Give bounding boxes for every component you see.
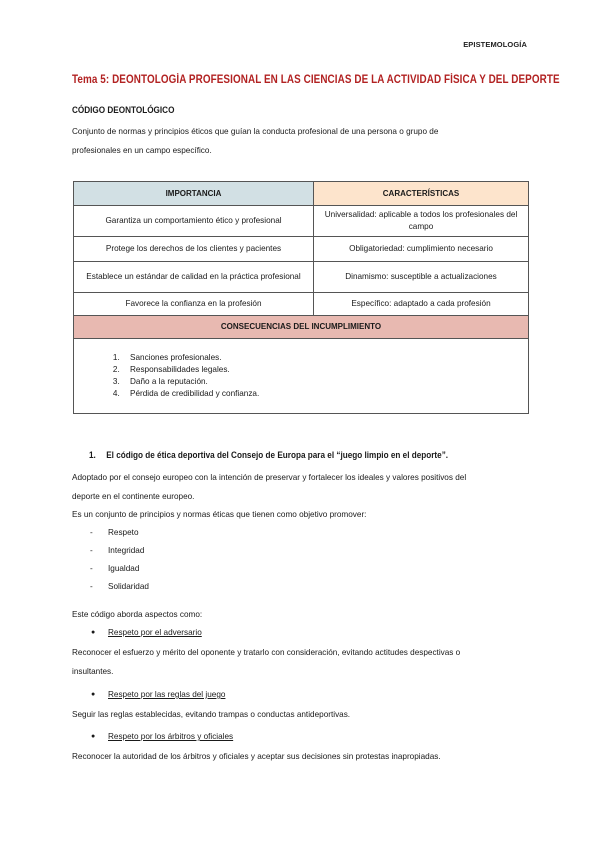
paragraph-line: deporte en el continente europeo. (72, 492, 195, 501)
cell-caracteristica: Obligatoriedad: cumplimiento necesario (314, 237, 529, 262)
table-row (74, 262, 529, 293)
dash-marker: - (90, 564, 93, 573)
aspect-title: Respeto por los árbitros y oficiales (108, 732, 234, 741)
dash-marker: - (90, 528, 93, 537)
aspect-description: Reconocer el esfuerzo y mérito del oponente y tratarlo con consideración, evitando actitudes despectivas o (72, 648, 461, 657)
intro-paragraph-line-1: Conjunto de normas y principios éticos que guían la conducta profesional de una persona o grupo de (72, 127, 439, 136)
bullet-icon: ● (91, 733, 96, 740)
table-row (74, 237, 529, 262)
consequences-list (74, 352, 528, 400)
subsection-number: 1. (89, 450, 96, 461)
consequences-cell (74, 339, 529, 414)
paragraph-line: Es un conjunto de principios y normas éticas que tienen como objetivo promover: (72, 510, 367, 519)
list-item: 4. Pérdida de credibilidad y confianza. (122, 388, 528, 400)
table-row (74, 293, 529, 316)
deontology-table (73, 181, 529, 414)
dash-marker: - (90, 546, 93, 555)
value-item: Igualdad (108, 564, 140, 573)
cell-caracteristica: Específico: adaptado a cada profesión (314, 293, 529, 316)
cell-caracteristica: Dinamismo: susceptible a actualizaciones (314, 262, 529, 293)
cell-importancia: Garantiza un comportamiento ético y profesional (74, 206, 314, 237)
dash-marker: - (90, 582, 93, 591)
header-caracteristicas: CARACTERÍSTICAS (314, 182, 529, 206)
aspect-title: Respeto por las reglas del juego (108, 690, 226, 699)
aspect-description: Seguir las reglas establecidas, evitando trampas o conductas antideportivas. (72, 710, 351, 719)
cell-importancia: Establece un estándar de calidad en la práctica profesional (74, 262, 314, 293)
subsection-heading (89, 450, 448, 461)
cell-importancia: Favorece la confianza en la profesión (74, 293, 314, 316)
section-heading: CÓDIGO DEONTOLÓGICO (72, 105, 175, 116)
paragraph-line: Adoptado por el consejo europeo con la intención de preservar y fortalecer los ideales y valores positivos del (72, 473, 467, 482)
cell-importancia: Protege los derechos de los clientes y pacientes (74, 237, 314, 262)
list-item: 3. Daño a la reputación. (122, 376, 528, 388)
list-item: 1. Sanciones profesionales. (122, 352, 528, 364)
header-consecuencias: CONSECUENCIAS DEL INCUMPLIMIENTO (74, 316, 529, 339)
page-title: Tema 5: DEONTOLOGÍA PROFESIONAL EN LAS CIENCIAS DE LA ACTIVIDAD FÍSICA Y DEL DEPORTE (72, 74, 560, 86)
bullet-icon: ● (91, 691, 96, 698)
paragraph-line: Este código aborda aspectos como: (72, 610, 203, 619)
intro-paragraph-line-2: profesionales en un campo específico. (72, 146, 212, 155)
subsection-title: El código de ética deportiva del Consejo de Europa para el “juego limpio en el deporte”. (106, 450, 449, 461)
bullet-icon: ● (91, 629, 96, 636)
value-item: Integridad (108, 546, 145, 555)
value-item: Solidaridad (108, 582, 149, 591)
running-header: EPISTEMOLOGÍA (463, 40, 527, 49)
table-row (74, 206, 529, 237)
aspect-description: insultantes. (72, 667, 114, 676)
aspect-description: Reconocer la autoridad de los árbitros y oficiales y aceptar sus decisiones sin protestas inapropiadas. (72, 752, 441, 761)
value-item: Respeto (108, 528, 139, 537)
header-importancia: IMPORTANCIA (74, 182, 314, 206)
aspect-title: Respeto por el adversario (108, 628, 202, 637)
cell-caracteristica: Universalidad: aplicable a todos los profesionales del campo (314, 206, 529, 237)
list-item: 2. Responsabilidades legales. (122, 364, 528, 376)
